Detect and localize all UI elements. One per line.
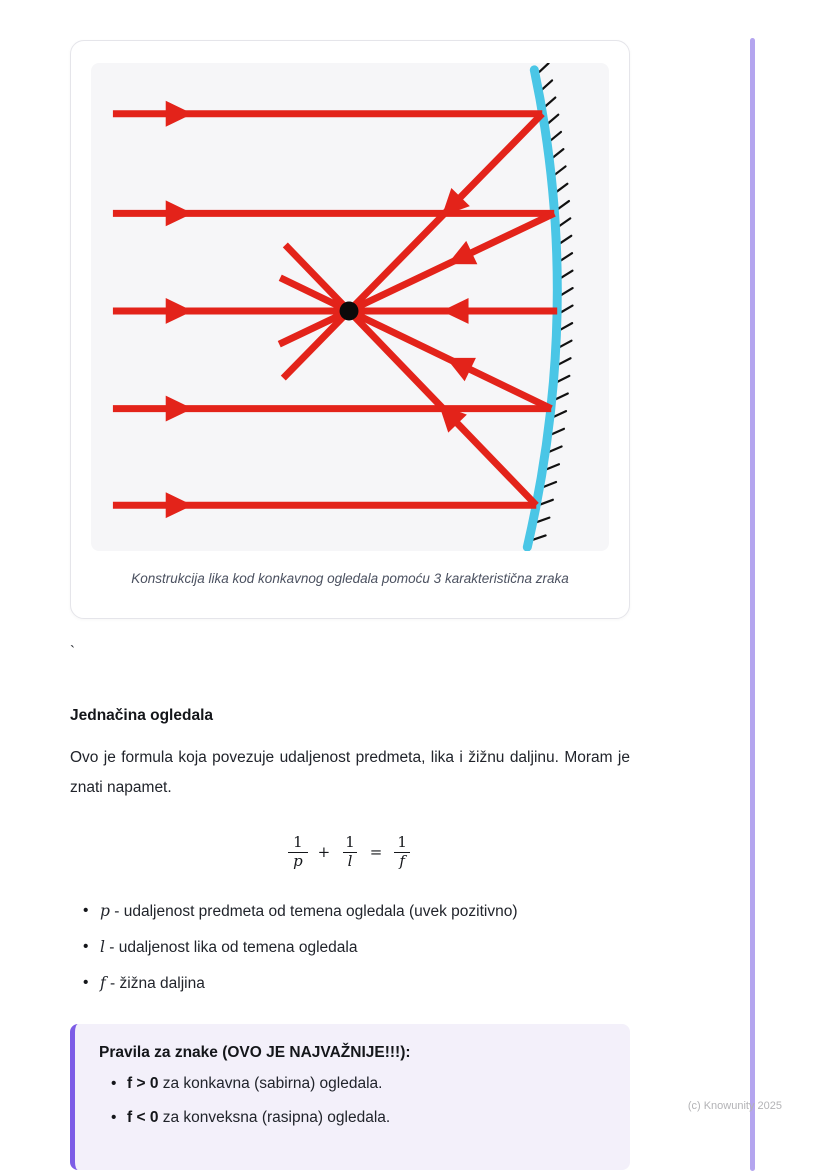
scrollbar-thumb[interactable] — [750, 38, 755, 1171]
list-item: • f > 0 za konkavna (sabirna) ogledala. — [127, 1074, 606, 1094]
callout-title: Pravila za znake (OVO JE NAJVAŽNIJE!!!): — [99, 1044, 411, 1061]
intro-paragraph: Ovo je formula koja povezuje udaljenost predmeta, lika i žižnu daljinu. Moram je znati napamet. — [70, 749, 630, 796]
list-item: • f - žižna daljina — [100, 973, 630, 994]
plus-sign: + — [317, 843, 331, 861]
fraction-1-over-l: $\frac{1}{l}$ — [340, 834, 360, 870]
equals-sign: = — [369, 843, 383, 861]
sign-rules-callout — [70, 1024, 630, 1170]
figure-card — [70, 40, 630, 619]
list-item: • l - udaljenost lika od temena ogledala — [100, 937, 630, 958]
mirror-diagram — [91, 63, 609, 551]
callout-list — [99, 1074, 606, 1128]
watermark: (c) Knowunity 2025 — [687, 1100, 782, 1112]
document-content — [70, 0, 630, 1170]
figure-caption: Konstrukcija lika kod konkavnog ogledala pomoću 3 karakteristična zraka — [131, 571, 569, 586]
section-heading: Jednačina ogledala — [70, 707, 213, 724]
list-item: • p - udaljenost predmeta od temena ogledala (uvek pozitivno) — [100, 901, 630, 922]
mirror-equation — [70, 829, 630, 875]
variable-list — [70, 901, 630, 994]
stray-backtick: ` — [70, 643, 75, 660]
concave-mirror-ray-diagram — [91, 63, 609, 551]
list-item: • f < 0 za konveksna (rasipna) ogledala. — [127, 1108, 606, 1128]
fraction-1-over-f: $\frac{1}{f}$ — [392, 834, 412, 870]
fraction-1-over-p: $\frac{1}{p}$ — [288, 834, 308, 870]
